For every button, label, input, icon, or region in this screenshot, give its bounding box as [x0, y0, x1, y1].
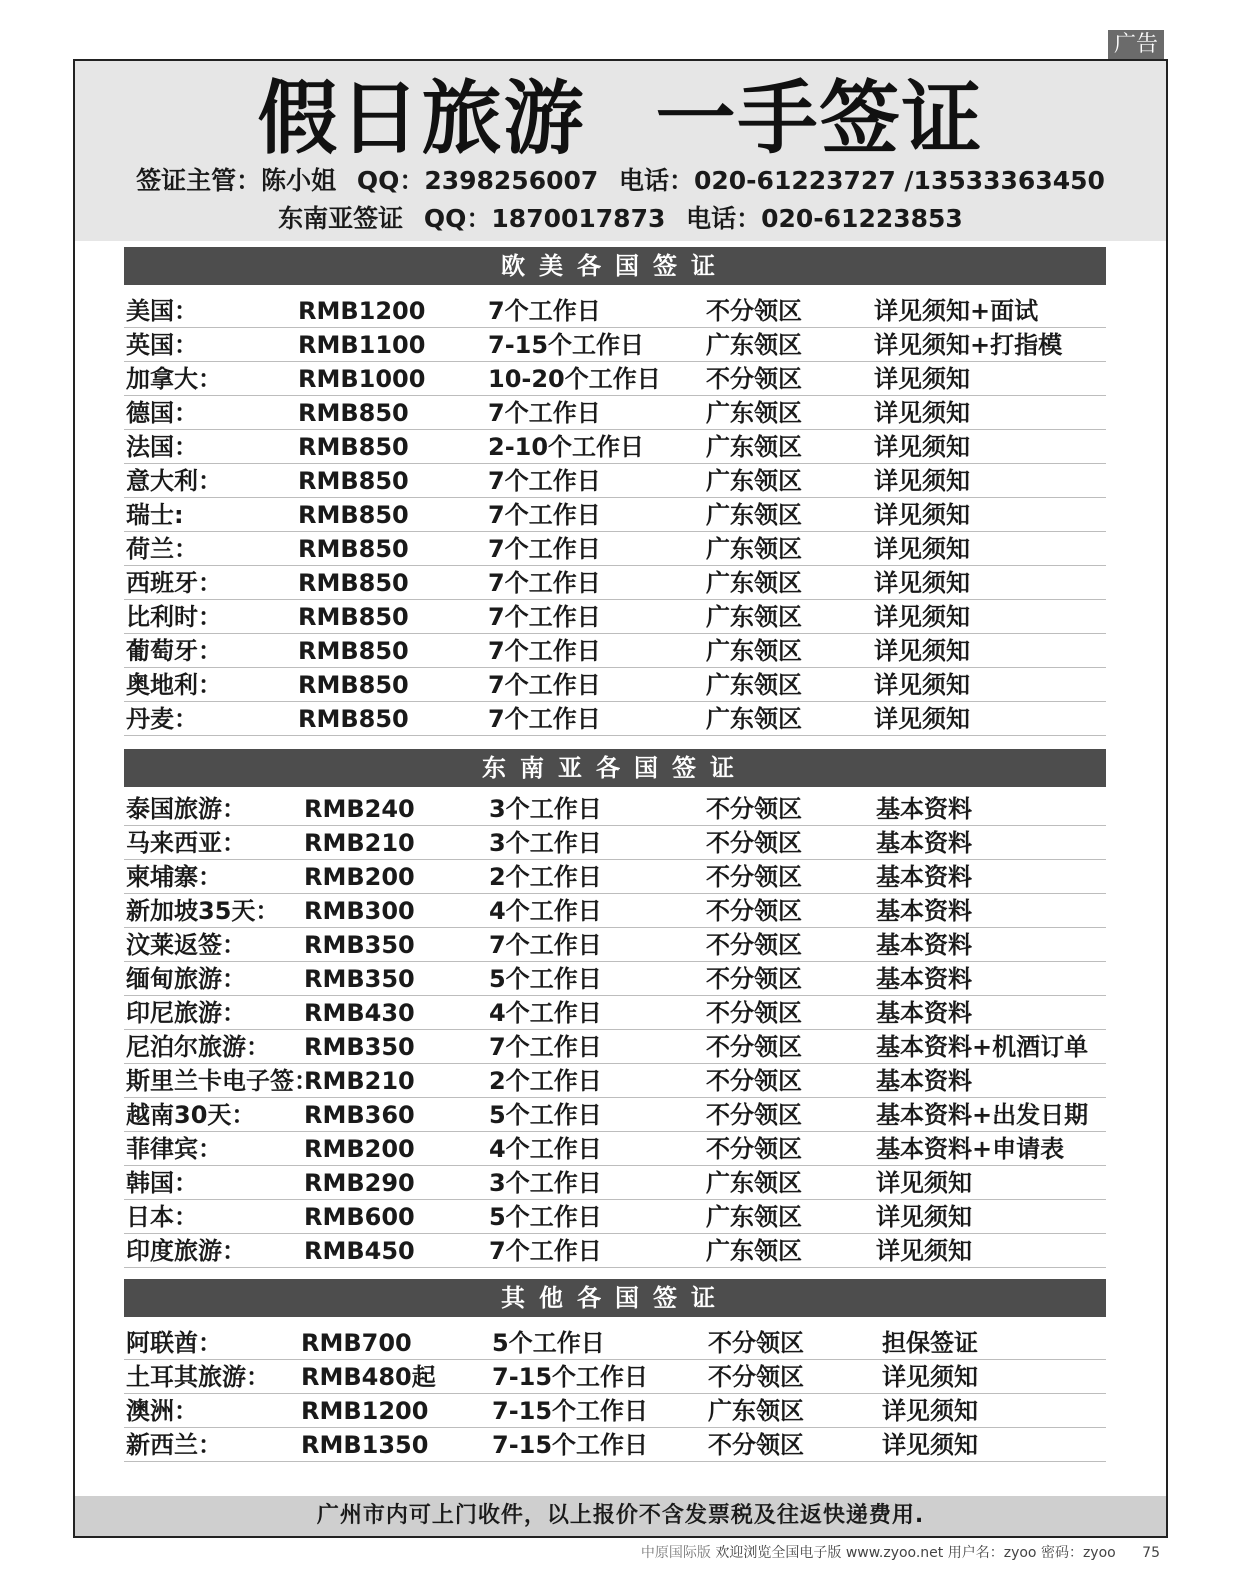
visa-row — [124, 1166, 1106, 1200]
visa-days: 7个工作日 — [488, 399, 601, 427]
visa-country: 法国： — [126, 433, 198, 461]
visa-row — [124, 668, 1106, 702]
visa-price: RMB850 — [298, 535, 409, 563]
visa-region: 广东领区 — [706, 467, 802, 495]
visa-region: 广东领区 — [706, 637, 802, 665]
visa-days: 5个工作日 — [489, 1101, 602, 1129]
visa-row — [124, 498, 1106, 532]
visa-days: 7个工作日 — [489, 931, 602, 959]
visa-region: 不分领区 — [708, 1363, 804, 1391]
visa-note: 基本资料 — [876, 965, 972, 993]
visa-region: 不分领区 — [706, 297, 802, 325]
visa-region: 不分领区 — [706, 795, 802, 823]
visa-row — [124, 792, 1106, 826]
visa-row — [124, 430, 1106, 464]
visa-country: 新加坡35天： — [126, 897, 280, 925]
visa-region: 广东领区 — [706, 331, 802, 359]
visa-days: 5个工作日 — [489, 965, 602, 993]
visa-region: 不分领区 — [706, 829, 802, 857]
visa-row — [124, 1234, 1106, 1268]
visa-row — [124, 1200, 1106, 1234]
visa-table — [124, 1326, 1106, 1462]
visa-price: RMB700 — [301, 1329, 412, 1357]
visa-days: 7-15个工作日 — [492, 1431, 649, 1459]
visa-region: 不分领区 — [706, 1033, 802, 1061]
visa-note: 基本资料+出发日期 — [876, 1101, 1089, 1129]
visa-row — [124, 600, 1106, 634]
visa-row — [124, 464, 1106, 498]
visa-price: RMB850 — [298, 671, 409, 699]
visa-price: RMB290 — [304, 1169, 415, 1197]
visa-price: RMB1200 — [298, 297, 426, 325]
visa-price: RMB450 — [304, 1237, 415, 1265]
visa-row — [124, 860, 1106, 894]
visa-note: 基本资料 — [876, 999, 972, 1027]
visa-price: RMB350 — [304, 965, 415, 993]
visa-price: RMB850 — [298, 705, 409, 733]
footer-note: 广州市内可上门收件，以上报价不含发票税及往返快递费用. — [75, 1496, 1166, 1536]
visa-days: 2个工作日 — [489, 863, 602, 891]
visa-country: 西班牙： — [126, 569, 222, 597]
ad-tag: 广告 — [1108, 30, 1164, 60]
sea-phone: 电话：020-61223853 — [686, 204, 963, 233]
visa-price: RMB1200 — [301, 1397, 429, 1425]
page-title — [75, 69, 1166, 169]
visa-note: 基本资料 — [876, 863, 972, 891]
visa-price: RMB850 — [298, 501, 409, 529]
visa-note: 详见须知 — [874, 399, 970, 427]
sea-visa-label: 东南亚签证 — [278, 204, 404, 233]
visa-country: 意大利： — [126, 467, 222, 495]
visa-days: 4个工作日 — [489, 1135, 602, 1163]
visa-days: 7个工作日 — [488, 297, 601, 325]
visa-region: 广东领区 — [706, 569, 802, 597]
visa-region: 广东领区 — [706, 671, 802, 699]
visa-price: RMB200 — [304, 863, 415, 891]
visa-note: 基本资料+机酒订单 — [876, 1033, 1089, 1061]
visa-country: 印度旅游： — [126, 1237, 246, 1265]
visa-row — [124, 634, 1106, 668]
visa-days: 5个工作日 — [489, 1203, 602, 1231]
visa-price: RMB300 — [304, 897, 415, 925]
visa-region: 广东领区 — [706, 433, 802, 461]
visa-region: 不分领区 — [708, 1329, 804, 1357]
visa-days: 7个工作日 — [488, 637, 601, 665]
visa-country: 荷兰： — [126, 535, 198, 563]
visa-days: 7个工作日 — [488, 569, 601, 597]
page-footer — [0, 1542, 1160, 1562]
visa-days: 3个工作日 — [489, 829, 602, 857]
visa-note: 详见须知+面试 — [874, 297, 1039, 325]
visa-country: 土耳其旅游： — [126, 1363, 270, 1391]
visa-note: 担保签证 — [882, 1329, 978, 1357]
visa-country: 澳洲： — [126, 1397, 198, 1425]
visa-country: 丹麦： — [126, 705, 198, 733]
visa-note: 详见须知 — [876, 1169, 972, 1197]
visa-days: 3个工作日 — [489, 1169, 602, 1197]
visa-row — [124, 566, 1106, 600]
visa-region: 广东领区 — [706, 705, 802, 733]
visa-note: 详见须知 — [874, 535, 970, 563]
visa-country: 新西兰： — [126, 1431, 222, 1459]
visa-country: 越南30天： — [126, 1101, 256, 1129]
visa-country: 比利时： — [126, 603, 222, 631]
visa-note: 基本资料 — [876, 931, 972, 959]
visa-region: 不分领区 — [706, 365, 802, 393]
visa-country: 瑞士: — [126, 501, 184, 529]
visa-row — [124, 826, 1106, 860]
visa-row — [124, 702, 1106, 736]
visa-price: RMB430 — [304, 999, 415, 1027]
visa-country: 英国： — [126, 331, 198, 359]
visa-days: 7-15个工作日 — [492, 1397, 649, 1425]
visa-days: 4个工作日 — [489, 897, 602, 925]
visa-row — [124, 1030, 1106, 1064]
title-left: 假日旅游 — [257, 72, 586, 165]
visa-days: 7个工作日 — [488, 705, 601, 733]
visa-note: 详见须知 — [874, 433, 970, 461]
visa-country: 日本： — [126, 1203, 198, 1231]
visa-row — [124, 1064, 1106, 1098]
visa-note: 基本资料 — [876, 829, 972, 857]
visa-country: 奥地利： — [126, 671, 222, 699]
sea-qq: QQ：1870017873 — [423, 204, 666, 233]
visa-country: 加拿大： — [126, 365, 222, 393]
visa-row — [124, 328, 1106, 362]
visa-region: 不分领区 — [706, 1101, 802, 1129]
visa-row — [124, 996, 1106, 1030]
visa-note: 基本资料 — [876, 1067, 972, 1095]
visa-note: 详见须知 — [874, 671, 970, 699]
visa-price: RMB1350 — [301, 1431, 429, 1459]
edition-label: 中原国际版 — [640, 1545, 711, 1561]
visa-days: 4个工作日 — [489, 999, 602, 1027]
visa-note: 详见须知 — [876, 1203, 972, 1231]
visa-region: 不分领区 — [706, 1135, 802, 1163]
visa-country: 马来西亚： — [126, 829, 246, 857]
visa-days: 7个工作日 — [489, 1237, 602, 1265]
visa-country: 汶莱返签： — [126, 931, 246, 959]
visa-price: RMB480起 — [301, 1363, 436, 1391]
title-right: 一手签证 — [655, 72, 984, 165]
visa-note: 详见须知 — [882, 1397, 978, 1425]
visa-region: 不分领区 — [706, 931, 802, 959]
visa-note: 详见须知+打指模 — [874, 331, 1063, 359]
visa-region: 广东领区 — [706, 1237, 802, 1265]
visa-price: RMB350 — [304, 931, 415, 959]
visa-region: 不分领区 — [706, 1067, 802, 1095]
visa-row — [124, 1098, 1106, 1132]
visa-row — [124, 532, 1106, 566]
visa-note: 详见须知 — [874, 569, 970, 597]
visa-price: RMB1000 — [298, 365, 426, 393]
visa-price: RMB210 — [304, 1067, 415, 1095]
visa-price: RMB850 — [298, 433, 409, 461]
visa-price: RMB850 — [298, 467, 409, 495]
visa-region: 不分领区 — [706, 897, 802, 925]
visa-table — [124, 294, 1106, 736]
visa-price: RMB850 — [298, 603, 409, 631]
visa-row — [124, 1394, 1106, 1428]
visa-days: 7个工作日 — [488, 535, 601, 563]
advertisement-frame — [73, 59, 1168, 1538]
header — [75, 61, 1166, 241]
visa-row — [124, 1360, 1106, 1394]
visa-note: 详见须知 — [882, 1363, 978, 1391]
visa-row — [124, 928, 1106, 962]
visa-region: 不分领区 — [706, 999, 802, 1027]
visa-region: 广东领区 — [706, 603, 802, 631]
visa-country: 尼泊尔旅游： — [126, 1033, 270, 1061]
visa-note: 详见须知 — [874, 365, 970, 393]
visa-row — [124, 1132, 1106, 1166]
visa-region: 广东领区 — [706, 399, 802, 427]
visa-region: 不分领区 — [708, 1431, 804, 1459]
visa-region: 广东领区 — [708, 1397, 804, 1425]
visa-region: 不分领区 — [706, 863, 802, 891]
visa-note: 详见须知 — [874, 467, 970, 495]
visa-price: RMB210 — [304, 829, 415, 857]
footer-site-text: 欢迎浏览全国电子版 www.zyoo.net 用户名：zyoo 密码：zyoo — [715, 1545, 1116, 1561]
visa-days: 5个工作日 — [492, 1329, 605, 1357]
visa-country: 柬埔寨： — [126, 863, 222, 891]
manager-qq: QQ：2398256007 — [356, 166, 599, 195]
visa-row — [124, 962, 1106, 996]
visa-country: 韩国： — [126, 1169, 198, 1197]
visa-country: 阿联酋： — [126, 1329, 222, 1357]
visa-price: RMB350 — [304, 1033, 415, 1061]
visa-country: 斯里兰卡电子签： — [126, 1067, 318, 1095]
visa-price: RMB850 — [298, 399, 409, 427]
visa-region: 不分领区 — [706, 965, 802, 993]
visa-region: 广东领区 — [706, 1203, 802, 1231]
visa-row — [124, 362, 1106, 396]
manager-phone: 电话：020-61223727 /13533363450 — [619, 166, 1105, 195]
visa-manager: 签证主管：陈小姐 — [136, 166, 337, 195]
visa-region: 广东领区 — [706, 1169, 802, 1197]
page-number: 75 — [1142, 1545, 1160, 1561]
visa-price: RMB850 — [298, 569, 409, 597]
visa-price: RMB1100 — [298, 331, 426, 359]
visa-note: 详见须知 — [874, 637, 970, 665]
visa-region: 广东领区 — [706, 501, 802, 529]
visa-price: RMB360 — [304, 1101, 415, 1129]
visa-note: 详见须知 — [874, 603, 970, 631]
visa-price: RMB200 — [304, 1135, 415, 1163]
visa-row — [124, 1428, 1106, 1462]
visa-days: 10-20个工作日 — [488, 365, 661, 393]
visa-note: 详见须知 — [882, 1431, 978, 1459]
visa-days: 7个工作日 — [488, 467, 601, 495]
visa-country: 印尼旅游： — [126, 999, 246, 1027]
contact-line-2 — [75, 201, 1166, 237]
section-header: 欧美各国签证 — [124, 247, 1106, 285]
visa-country: 缅甸旅游： — [126, 965, 246, 993]
visa-price: RMB850 — [298, 637, 409, 665]
visa-days: 7个工作日 — [488, 501, 601, 529]
visa-row — [124, 396, 1106, 430]
visa-country: 泰国旅游： — [126, 795, 246, 823]
visa-days: 2-10个工作日 — [488, 433, 645, 461]
visa-note: 详见须知 — [876, 1237, 972, 1265]
visa-row — [124, 294, 1106, 328]
section-header: 东南亚各国签证 — [124, 749, 1106, 787]
visa-days: 7-15个工作日 — [488, 331, 645, 359]
visa-table — [124, 792, 1106, 1268]
visa-region: 广东领区 — [706, 535, 802, 563]
visa-note: 基本资料+申请表 — [876, 1135, 1065, 1163]
visa-days: 3个工作日 — [489, 795, 602, 823]
visa-days: 7个工作日 — [489, 1033, 602, 1061]
visa-note: 基本资料 — [876, 795, 972, 823]
contact-line-1 — [75, 163, 1166, 199]
visa-days: 7个工作日 — [488, 671, 601, 699]
visa-country: 德国： — [126, 399, 198, 427]
visa-country: 美国： — [126, 297, 198, 325]
visa-row — [124, 894, 1106, 928]
visa-row — [124, 1326, 1106, 1360]
visa-price: RMB240 — [304, 795, 415, 823]
visa-country: 葡萄牙： — [126, 637, 222, 665]
visa-note: 基本资料 — [876, 897, 972, 925]
visa-days: 2个工作日 — [489, 1067, 602, 1095]
visa-price: RMB600 — [304, 1203, 415, 1231]
visa-days: 7个工作日 — [488, 603, 601, 631]
visa-note: 详见须知 — [874, 501, 970, 529]
visa-note: 详见须知 — [874, 705, 970, 733]
visa-country: 菲律宾： — [126, 1135, 222, 1163]
section-header: 其他各国签证 — [124, 1279, 1106, 1317]
visa-days: 7-15个工作日 — [492, 1363, 649, 1391]
